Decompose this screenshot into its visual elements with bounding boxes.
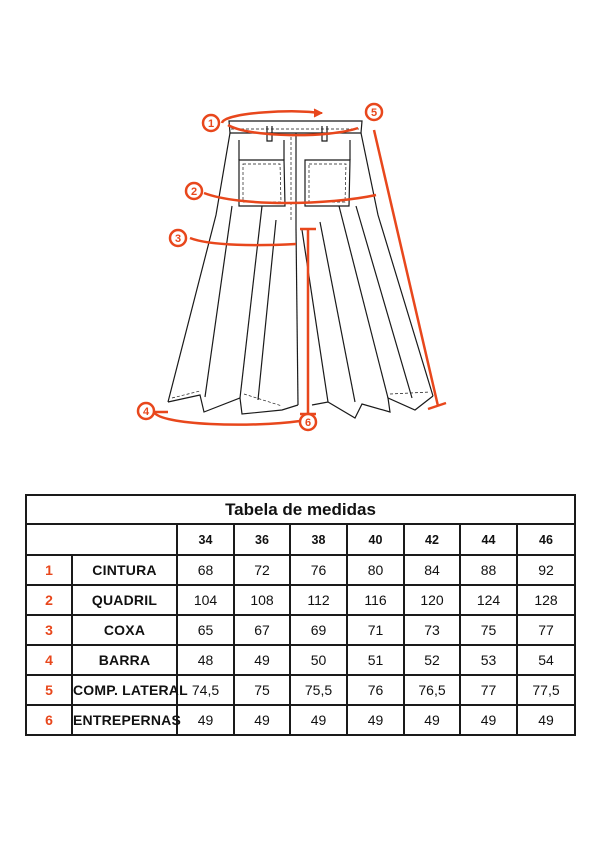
marker-3-label: 3 bbox=[174, 233, 182, 245]
measurement-cell: 75 bbox=[460, 615, 517, 645]
measurement-cell: 52 bbox=[404, 645, 460, 675]
measurement-cell: 116 bbox=[347, 585, 404, 615]
table-row bbox=[26, 555, 575, 585]
measurement-cell: 69 bbox=[290, 615, 347, 645]
measurement-cell: 112 bbox=[290, 585, 347, 615]
table-row bbox=[26, 675, 575, 705]
size-header-40: 40 bbox=[347, 524, 404, 555]
measurement-cell: 108 bbox=[234, 585, 290, 615]
measurement-cell: 120 bbox=[404, 585, 460, 615]
row-number: 1 bbox=[26, 555, 72, 585]
measurement-cell: 49 bbox=[177, 705, 234, 735]
pants-outline bbox=[168, 121, 433, 418]
table-row bbox=[26, 645, 575, 675]
size-header-46: 46 bbox=[517, 524, 575, 555]
measurement-cell: 71 bbox=[347, 615, 404, 645]
measurement-cell: 68 bbox=[177, 555, 234, 585]
size-header-36: 36 bbox=[234, 524, 290, 555]
measurement-cell: 54 bbox=[517, 645, 575, 675]
table-row bbox=[26, 585, 575, 615]
measurement-cell: 73 bbox=[404, 615, 460, 645]
measurement-cell: 76 bbox=[290, 555, 347, 585]
measurement-cell: 49 bbox=[234, 705, 290, 735]
size-header-34: 34 bbox=[177, 524, 234, 555]
measurement-cell: 48 bbox=[177, 645, 234, 675]
measurement-cell: 77 bbox=[517, 615, 575, 645]
row-number: 5 bbox=[26, 675, 72, 705]
measurement-cell: 72 bbox=[234, 555, 290, 585]
marker-3 bbox=[170, 230, 186, 246]
marker-2-label: 2 bbox=[190, 186, 198, 198]
measurement-cell: 49 bbox=[517, 705, 575, 735]
measurement-cell: 49 bbox=[404, 705, 460, 735]
marker-5-label: 5 bbox=[370, 107, 378, 119]
measurement-cell: 49 bbox=[290, 705, 347, 735]
table-title: Tabela de medidas bbox=[26, 495, 575, 524]
measurement-cell: 128 bbox=[517, 585, 575, 615]
measurement-cell: 49 bbox=[347, 705, 404, 735]
measurement-cell: 74,5 bbox=[177, 675, 234, 705]
row-label: ENTREPERNAS bbox=[72, 705, 177, 735]
measurement-cell: 124 bbox=[460, 585, 517, 615]
measurement-cell: 49 bbox=[234, 645, 290, 675]
row-number: 6 bbox=[26, 705, 72, 735]
row-label: COMP. LATERAL bbox=[72, 675, 177, 705]
size-header-38: 38 bbox=[290, 524, 347, 555]
measurement-cell: 76,5 bbox=[404, 675, 460, 705]
measurement-cell: 53 bbox=[460, 645, 517, 675]
measurement-cell: 88 bbox=[460, 555, 517, 585]
table-row bbox=[26, 615, 575, 645]
marker-2 bbox=[186, 183, 202, 199]
table-row bbox=[26, 705, 575, 735]
marker-1-label: 1 bbox=[207, 118, 215, 130]
marker-1 bbox=[203, 115, 219, 131]
size-table bbox=[25, 494, 576, 736]
row-label: CINTURA bbox=[72, 555, 177, 585]
row-number: 4 bbox=[26, 645, 72, 675]
row-label: BARRA bbox=[72, 645, 177, 675]
measurement-cell: 65 bbox=[177, 615, 234, 645]
measurement-cell: 51 bbox=[347, 645, 404, 675]
measurement-cell: 77 bbox=[460, 675, 517, 705]
size-header-row bbox=[26, 524, 575, 555]
measurement-cell: 76 bbox=[347, 675, 404, 705]
marker-4 bbox=[138, 403, 154, 419]
measurement-cell: 50 bbox=[290, 645, 347, 675]
marker-6 bbox=[300, 414, 316, 430]
measurement-cell: 84 bbox=[404, 555, 460, 585]
row-label: QUADRIL bbox=[72, 585, 177, 615]
size-table-body bbox=[26, 495, 575, 735]
measurement-cell: 92 bbox=[517, 555, 575, 585]
size-header-42: 42 bbox=[404, 524, 460, 555]
row-label: COXA bbox=[72, 615, 177, 645]
size-header-44: 44 bbox=[460, 524, 517, 555]
measurement-cell: 49 bbox=[460, 705, 517, 735]
row-number: 3 bbox=[26, 615, 72, 645]
row-number: 2 bbox=[26, 585, 72, 615]
marker-6-label: 6 bbox=[304, 417, 312, 429]
marker-4-label: 4 bbox=[142, 406, 150, 418]
measurement-cell: 75 bbox=[234, 675, 290, 705]
measurement-cell: 104 bbox=[177, 585, 234, 615]
measurement-cell: 77,5 bbox=[517, 675, 575, 705]
measurement-cell: 75,5 bbox=[290, 675, 347, 705]
measurement-cell: 80 bbox=[347, 555, 404, 585]
measurement-cell: 67 bbox=[234, 615, 290, 645]
marker-5 bbox=[366, 104, 382, 120]
header-blank-cell bbox=[26, 524, 177, 555]
